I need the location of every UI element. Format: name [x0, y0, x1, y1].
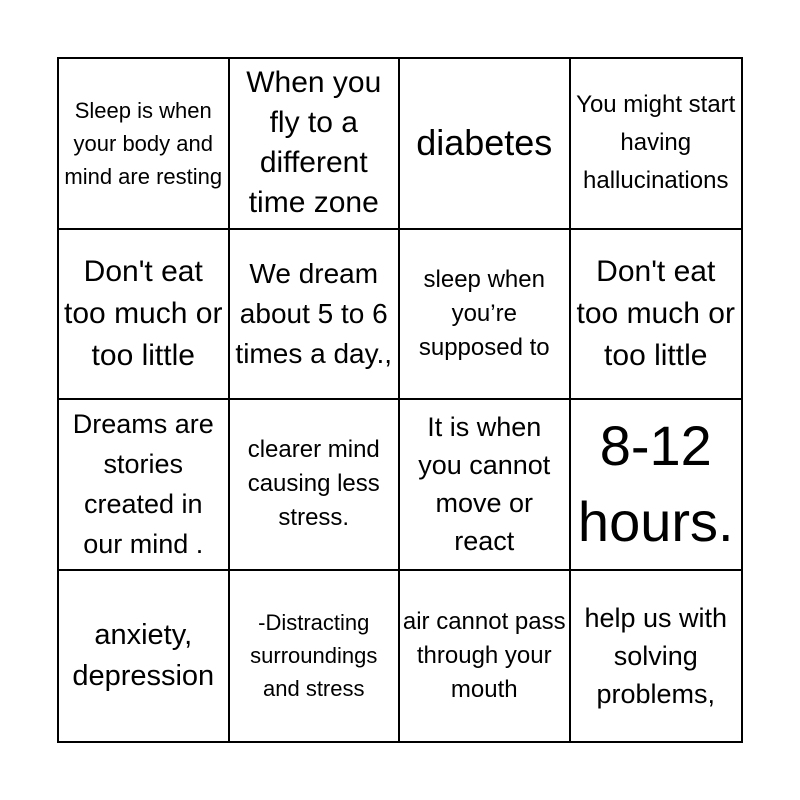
- bingo-cell-text: Sleep is when your body and mind are resting: [64, 97, 223, 189]
- bingo-cell[interactable]: [230, 59, 401, 230]
- bingo-cell-text: Don't eat too much or too little: [576, 254, 735, 372]
- bingo-cell-text: It is when you cannot move or react: [418, 412, 551, 557]
- bingo-cell[interactable]: [230, 230, 401, 401]
- bingo-cell[interactable]: [400, 571, 571, 742]
- bingo-cell[interactable]: [230, 400, 401, 571]
- bingo-cell[interactable]: [571, 59, 742, 230]
- bingo-cell[interactable]: [400, 400, 571, 571]
- bingo-cell-text: anxiety, depression: [72, 618, 215, 692]
- bingo-cell[interactable]: [400, 230, 571, 401]
- bingo-cell[interactable]: [59, 571, 230, 742]
- bingo-cell[interactable]: [571, 230, 742, 401]
- bingo-cell[interactable]: [571, 571, 742, 742]
- bingo-cell-text: 8-12 hours.: [577, 414, 734, 554]
- bingo-cell-text: Don't eat too much or too little: [64, 254, 223, 372]
- bingo-board: [57, 57, 743, 743]
- bingo-cell[interactable]: [400, 59, 571, 230]
- bingo-cell-text: help us with solving problems,: [584, 602, 728, 709]
- bingo-cell[interactable]: [59, 230, 230, 401]
- bingo-cell-text: sleep when you’re supposed to: [418, 265, 550, 361]
- bingo-cell-text: -Distracting surroundings and stress: [250, 610, 378, 702]
- bingo-cell-text: When you fly to a different time zone: [246, 66, 382, 220]
- bingo-cell-text: clearer mind causing less stress.: [247, 436, 380, 532]
- bingo-cell[interactable]: [571, 400, 742, 571]
- bingo-cell-text: air cannot pass through your mouth: [402, 607, 566, 703]
- bingo-cell-text: You might start having hallucinations: [576, 91, 736, 195]
- bingo-cell[interactable]: [59, 59, 230, 230]
- bingo-cell[interactable]: [59, 400, 230, 571]
- bingo-cell-text: Dreams are stories created in our mind .: [72, 409, 214, 560]
- bingo-cell-text: We dream about 5 to 6 times a day.,: [235, 257, 393, 369]
- bingo-cell[interactable]: [230, 571, 401, 742]
- bingo-cell-text: diabetes: [416, 122, 553, 164]
